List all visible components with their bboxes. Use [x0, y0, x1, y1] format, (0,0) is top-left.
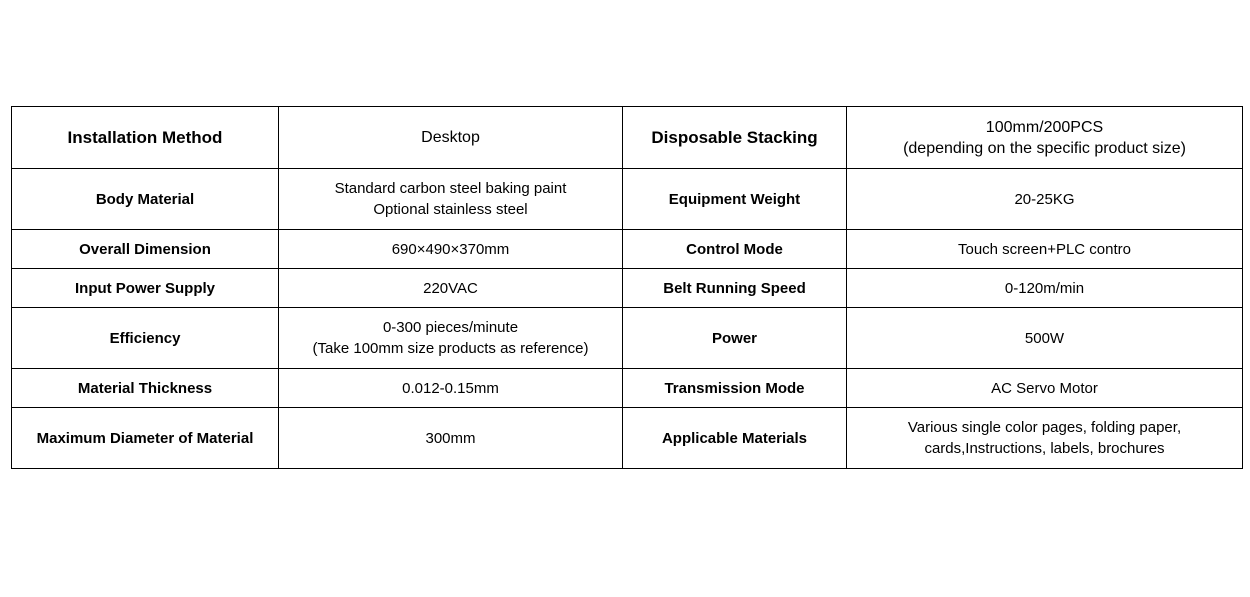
spec-label-text: Disposable Stacking: [651, 128, 818, 147]
spec-value-text: Various single color pages, folding paper,: [907, 419, 1182, 436]
spec-value-text: (Take 100mm size products as reference): [312, 340, 589, 357]
spec-label-text: Overall Dimension: [79, 240, 211, 258]
spec-value: [847, 230, 1243, 269]
spec-value: [279, 107, 623, 169]
table-row: [12, 269, 1243, 308]
spec-label: [623, 230, 847, 269]
spec-value: [279, 169, 623, 230]
spec-value-text: 500W: [1024, 329, 1065, 347]
spec-label-text: Power: [711, 329, 757, 347]
table-row: [12, 369, 1243, 408]
spec-value: [279, 230, 623, 269]
spec-value-text: 220VAC: [423, 279, 478, 297]
table-row: [12, 107, 1243, 169]
spec-label-text: Efficiency: [109, 329, 181, 347]
spec-value-text: 0.012-0.15mm: [402, 379, 499, 397]
spec-label-text: Belt Running Speed: [663, 279, 806, 297]
spec-label-text: Equipment Weight: [668, 190, 801, 208]
table-row: [12, 230, 1243, 269]
spec-value-text: Standard carbon steel baking paint: [334, 180, 567, 197]
spec-value-text: cards,Instructions, labels, brochures: [924, 440, 1165, 457]
spec-label: [623, 107, 847, 169]
spec-value: [847, 369, 1243, 408]
spec-value-text: Optional stainless steel: [373, 201, 528, 218]
spec-label-text: Input Power Supply: [74, 279, 215, 297]
spec-value-text: 300mm: [425, 429, 476, 447]
spec-label-text: Installation Method: [67, 128, 223, 147]
spec-label-text: Transmission Mode: [664, 379, 805, 397]
spec-label: [623, 308, 847, 369]
spec-value-text: 0-120m/min: [1004, 279, 1085, 297]
spec-value: [847, 308, 1243, 369]
spec-label: [12, 269, 279, 308]
spec-value-text: Desktop: [421, 129, 480, 146]
spec-label: [12, 369, 279, 408]
spec-label: [12, 230, 279, 269]
spec-label-text: Body Material: [95, 190, 195, 208]
spec-value: [847, 169, 1243, 230]
spec-value: [847, 408, 1243, 469]
spec-label: [12, 107, 279, 169]
spec-value-text: 0-300 pieces/minute: [382, 319, 519, 336]
spec-value-text: AC Servo Motor: [991, 379, 1098, 397]
spec-label: [12, 169, 279, 230]
spec-value: [279, 308, 623, 369]
spec-label: [623, 408, 847, 469]
spec-value: [279, 369, 623, 408]
spec-label: [623, 269, 847, 308]
spec-value-text: 100mm/200PCS: [985, 118, 1104, 136]
spec-label: [12, 308, 279, 369]
table-row: [12, 169, 1243, 230]
spec-label-text: Maximum Diameter of Material: [36, 429, 254, 447]
spec-label: [12, 408, 279, 469]
table-row: [12, 408, 1243, 469]
spec-label-text: Control Mode: [686, 240, 783, 258]
spec-value: [279, 269, 623, 308]
spec-label-text: Material Thickness: [77, 379, 213, 397]
spec-value-text: 20-25KG: [1014, 190, 1075, 208]
spec-value-text: (depending on the specific product size): [903, 139, 1186, 157]
spec-label-text: Applicable Materials: [661, 429, 808, 447]
spec-value: [847, 269, 1243, 308]
spec-value-text: 690×490×370mm: [391, 240, 510, 258]
spec-value-text: Touch screen+PLC contro: [957, 240, 1131, 258]
spec-value: [279, 408, 623, 469]
spec-value: [847, 107, 1243, 169]
spec-label: [623, 369, 847, 408]
spec-table: [11, 106, 1243, 469]
table-row: [12, 308, 1243, 369]
spec-label: [623, 169, 847, 230]
